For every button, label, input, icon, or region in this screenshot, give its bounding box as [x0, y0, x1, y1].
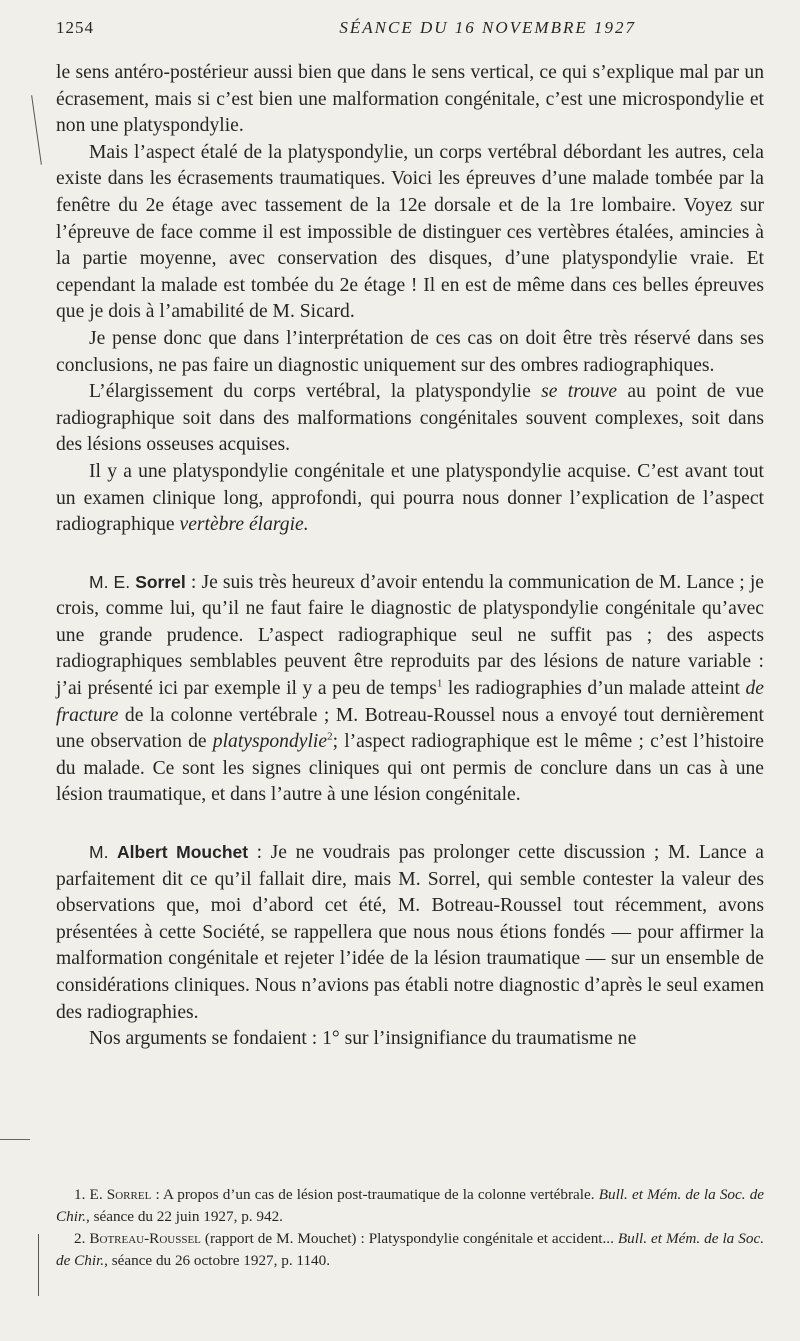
paragraph-mouchet: M. Albert Mouchet : Je ne voudrais pas prolonger cette discussion ; M. Lance a parfaitement dit ce qu’il fallait dire, mais M. Sorrel, qui semble contester la valeur des observations que, moi d’abord cet été, M. Botreau-Roussel tout récemment, avons présentées à cette Société, se rappellera que nous nous étions fondés — pour affirmer la malformation congénitale et rejeter l’idée de la lésion traumatique — sur un ensemble de considérations cliniques. Nous n’avions pas établi notre diagnostic d’après le seul examen des radiographies.: [56, 842, 764, 1023]
margin-mark: [38, 1234, 39, 1296]
paragraph-platyspondylie-etalee: Mais l’aspect étalé de la platyspondylie, un corps vertébral débordant les autres, cela existe dans les écrasements traumatiques. Voici les épreuves d’une malade tombée par la fenêtre du 2e étage avec tassement de la 12e dorsale et de la 1re lombaire. Voyez sur l’épreuve de face comme il est impossible de distinguer ces vertèbres étalées, amincies à la partie moyenne, avec conservation des disques, d’une platyspondylie vraie. Et cependant la malade est tombée du 2e étage ! Il en est de même dans ces belles épreuves que je dois à l’amabilité de M. Sicard.: [56, 141, 764, 323]
paragraph-platyspondylie-acquise: Il y a une platyspondylie congénitale et une platyspondylie acquise. C’est avant tout un examen clinique long, approfondi, qui pourra nous donner l’explication de l’aspect radiographique vertèbre élargie.: [56, 460, 764, 536]
paragraph-arguments: Nos arguments se fondaient : 1° sur l’insignifiance du traumatisme ne: [89, 1028, 637, 1050]
footnote-ref[interactable]: 2: [327, 730, 333, 743]
margin-dash: [0, 1139, 30, 1140]
speaker-prefix: M.: [89, 842, 109, 863]
footnote-ref[interactable]: 1: [436, 677, 443, 690]
margin-mark: [31, 95, 42, 164]
footnote-2: 2. Botreau-Roussel (rapport de M. Mouchet) : Platyspondylie congénitale et accident... Bull. et Mém. de la Soc. de Chir., séance du 26 octobre 1927, p. 1140.: [56, 1230, 764, 1269]
running-title: SÉANCE DU 16 NOVEMBRE 1927: [339, 18, 636, 37]
footnotes: [56, 1184, 764, 1272]
speaker-prefix: M. E.: [89, 571, 131, 592]
running-head: [56, 18, 764, 48]
paragraph-elargissement: L’élargissement du corps vertébral, la platyspondylie se trouve au point de vue radiographique soit dans des malformations congénitales souvent complexes, soit dans des lésions osseuses acquises.: [56, 381, 764, 456]
paragraph-interpretation: Je pense donc que dans l’interprétation de ces cas on doit être très réservé dans ses conclusions, ne pas faire un diagnostic uniquement sur des ombres radiographiques.: [56, 327, 764, 376]
page: [56, 18, 764, 1053]
paragraph-continued: le sens antéro-postérieur aussi bien que dans le sens vertical, ce qui s’explique mal par un écrasement, mais si c’est bien une malformation congénitale, c’est une microspondylie et non une platyspondylie.: [56, 62, 764, 137]
speaker-name: Sorrel: [135, 571, 186, 592]
footnote-1: 1. E. Sorrel : A propos d’un cas de lésion post-traumatique de la colonne vertébrale. Bull. et Mém. de la Soc. de Chir., séance du 22 juin 1927, p. 942.: [56, 1186, 765, 1225]
speaker-name: Albert Mouchet: [117, 842, 249, 863]
paragraph-sorrel: M. E. Sorrel : Je suis très heureux d’avoir entendu la communication de M. Lance ; je crois, comme lui, qu’il ne faut faire le diagnostic de platyspondylie congénitale qu’avec une grande prudence. L’aspect radiographique seul ne suffit pas ; des aspects radiographiques semblables peuvent être reproduits par des lésions de nature variable : j’ai présenté ici par exemple il y a peu de temps$^1$ les radiographies d’un malade atteint de fracture de la colonne vertébrale ; M. Botreau-Roussel nous a envoyé tout dernièrement une observation de platyspondylie$^2$; l’aspect radiographique est le même ; c’est l’histoire du malade. Ce sont les signes cliniques qui ont permis de conclure dans un cas à une lésion traumatique, et dans l’autre à une lésion congénitale.: [56, 571, 764, 806]
body-text: [56, 60, 764, 1053]
page-number: 1254: [56, 18, 94, 37]
